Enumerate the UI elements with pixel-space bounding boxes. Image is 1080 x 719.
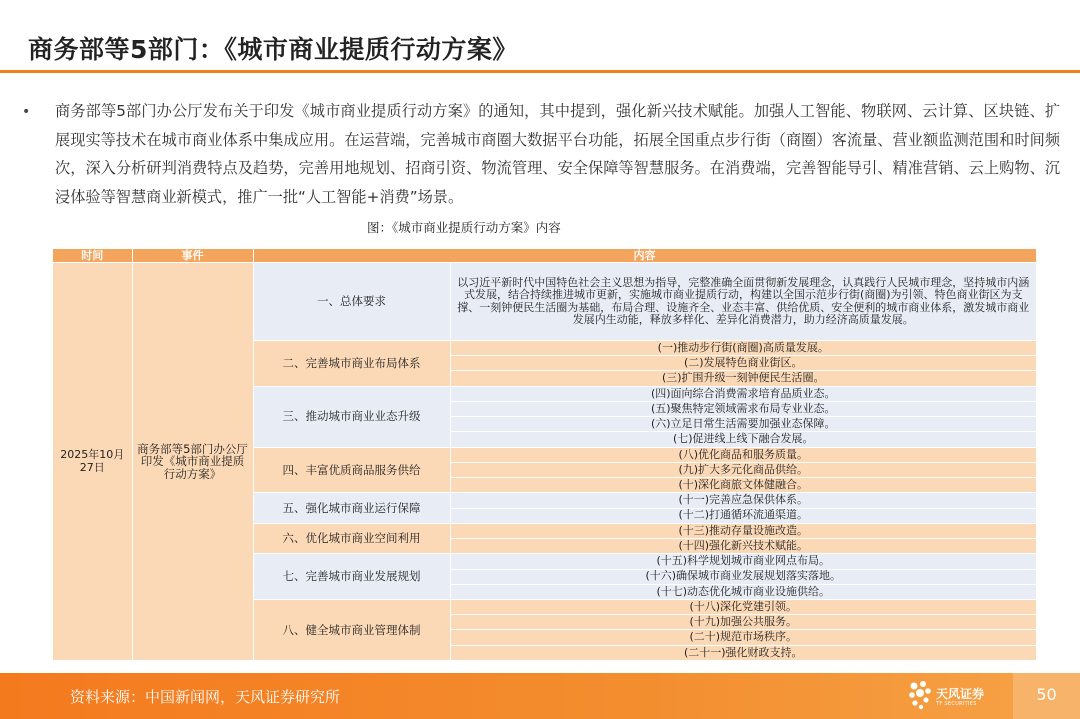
content-item: (十四)强化新兴技术赋能。 <box>450 539 1036 554</box>
content-item: (十三)推动存量设施改造。 <box>450 523 1036 538</box>
page-number: 50 <box>1036 685 1057 704</box>
content-item: (二)发展特色商业街区。 <box>450 356 1036 371</box>
brand-logo <box>906 679 1006 713</box>
topic-cell: 六、优化城市商业空间利用 <box>253 523 450 553</box>
content-item: (十)深化商旅文体健融合。 <box>450 478 1036 493</box>
source-note: 资料来源：中国新闻网，天风证券研究所 <box>70 688 341 706</box>
time-cell: 2025年10月27日 <box>53 263 132 661</box>
content-item: (十八)深化党建引领。 <box>450 599 1036 614</box>
content-item: (十六)确保城市商业发展规划落实落地。 <box>450 569 1036 584</box>
content-item: (十二)打通循环流通渠道。 <box>450 508 1036 523</box>
table-header-row <box>53 249 1036 263</box>
topic-cell: 七、完善城市商业发展规划 <box>253 554 450 600</box>
tf-securities-logo-icon <box>906 679 934 711</box>
title-underline <box>0 70 1080 73</box>
content-item: (八)优化商品和服务质量。 <box>450 447 1036 462</box>
content-item: (十五)科学规划城市商业网点布局。 <box>450 554 1036 569</box>
content-item: (十七)动态优化城市商业设施供给。 <box>450 584 1036 599</box>
topic-cell: 八、健全城市商业管理体制 <box>253 599 450 660</box>
plan-content-table <box>53 249 1037 661</box>
footer-bar <box>0 673 1080 719</box>
content-item: (二十)规范市场秩序。 <box>450 630 1036 645</box>
content-item: (二十一)强化财政支持。 <box>450 645 1036 660</box>
header-event: 事件 <box>132 249 253 263</box>
general-requirements-text: 以习近平新时代中国特色社会主义思想为指导，完整准确全面贯彻新发展理念，认真践行人民城市理念，坚持城市内涵式发展，结合持续推进城市更新，实施城市商业提质行动，构建以全国示范步行街(商圈)为引领、特色商业街区为支撑、一刻钟便民生活圈为基础，布局合理、设施齐全、业态丰富、供给优质、安全便利的城市商业体系，激发城市商业发展内生动能，释放多样化、差异化消费潜力，助力经济高质量发展。 <box>450 263 1036 341</box>
content-item: (九)扩大多元化商品供给。 <box>450 462 1036 477</box>
page-title: 商务部等5部门：《城市商业提质行动方案》 <box>28 35 518 64</box>
bullet-paragraph: 商务部等5部门办公厅发布关于印发《城市商业提质行动方案》的通知，其中提到，强化新兴技术赋能。加强人工智能、物联网、云计算、区块链、扩展现实等技术在城市商业体系中集成应用。在运营端，完善城市商圈大数据平台功能，拓展全国重点步行街（商圈）客流量、营业额监测范围和时间频次，深入分析研判消费特点及趋势，完善用地规划、招商引资、物流管理、安全保障等智慧服务。在消费端，完善智能导引、精准营销、云上购物、沉浸体验等智慧商业新模式，推广一批“人工智能+消费”场景。 <box>55 102 1060 206</box>
content-item: (十九)加强公共服务。 <box>450 615 1036 630</box>
figure-caption: 图：《城市商业提质行动方案》内容 <box>367 220 561 235</box>
bullet-marker: • <box>22 104 31 120</box>
topic-cell: 四、丰富优质商品服务供给 <box>253 447 450 493</box>
content-item: (七)促进线上线下融合发展。 <box>450 432 1036 447</box>
content-item: (一)推动步行街(商圈)高质量发展。 <box>450 341 1036 356</box>
header-time: 时间 <box>53 249 132 263</box>
topic-cell: 三、推动城市商业业态升级 <box>253 386 450 447</box>
topic-cell: 五、强化城市商业运行保障 <box>253 493 450 523</box>
logo-subtext: TF SECURITIES <box>936 701 977 707</box>
event-cell: 商务部等5部门办公厅印发《城市商业提质行动方案》 <box>132 263 253 661</box>
table-row-general <box>53 263 1036 341</box>
content-item: (十一)完善应急保供体系。 <box>450 493 1036 508</box>
content-item: (五)聚焦特定领域需求布局专业业态。 <box>450 401 1036 416</box>
topic-cell-general: 一、总体要求 <box>253 263 450 341</box>
page-number-box <box>1013 673 1080 719</box>
content-item: (三)扩围升级一刻钟便民生活圈。 <box>450 371 1036 386</box>
content-item: (四)面向综合消费需求培育品质业态。 <box>450 386 1036 401</box>
logo-text: 天风证券 <box>936 687 985 701</box>
topic-cell: 二、完善城市商业布局体系 <box>253 341 450 387</box>
header-content: 内容 <box>253 249 1036 263</box>
content-item: (六)立足日常生活需要加强业态保障。 <box>450 417 1036 432</box>
